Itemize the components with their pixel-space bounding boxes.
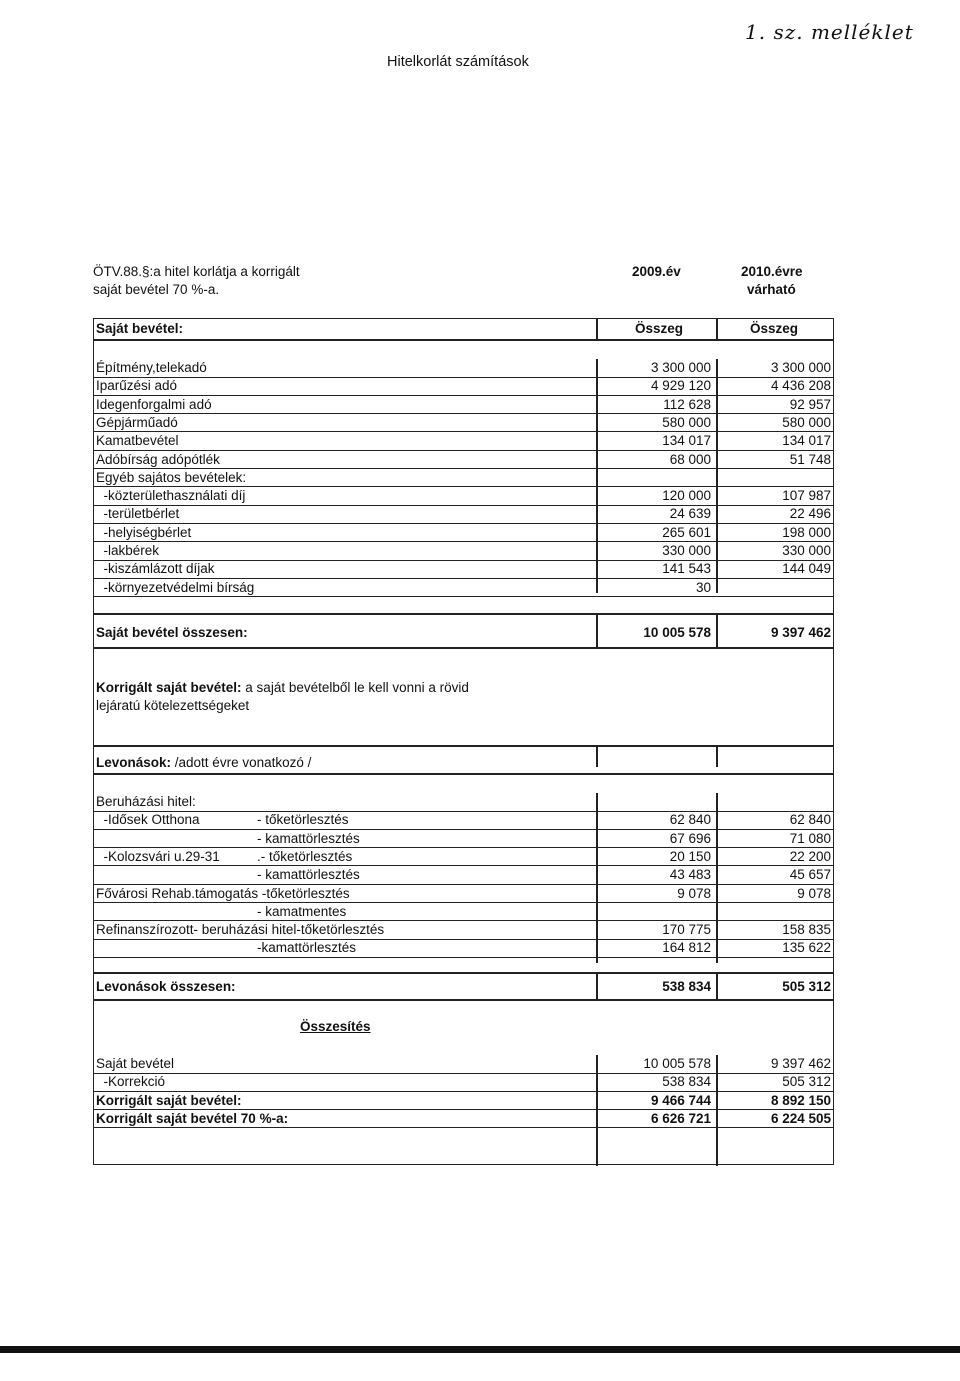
row-sublabel: - kamattörlesztés [257,830,360,846]
table-row [94,793,833,811]
table-row [94,359,833,377]
table-row [94,885,833,903]
table-row [94,1092,833,1110]
row-label: Fővárosi Rehab.támogatás -tőketörlesztés [96,885,350,901]
row-label: Egyéb sajátos bevételek: [96,469,247,485]
levonasok-title [96,755,311,770]
row-value-2010: 144 049 [782,561,831,577]
row-label: -Idősek Otthona [96,812,200,828]
levonasok-total-v1: 538 834 [662,979,711,994]
row-value-2009: 164 812 [662,940,711,956]
row-sublabel: - kamattörlesztés [257,867,360,883]
levonasok-total-label: Levonások összesen: [96,979,236,994]
row-value-2009: 20 150 [669,848,711,864]
levonasok-total-v2: 505 312 [782,979,831,994]
table-row [94,469,833,487]
row-value-2009: 43 483 [669,867,711,883]
table-row [94,432,833,450]
row-value-2010: 92 957 [789,396,831,412]
table-row [94,505,833,523]
korrigalt-note-line1 [96,680,469,695]
row-label: -Korrekció [96,1074,166,1090]
levonasok-title-rest: /adott évre vonatkozó / [171,755,312,770]
korrigalt-note-bold: Korrigált saját bevétel: [96,680,242,695]
row-label: Iparűzési adó [96,378,178,394]
row-value-2010: 51 748 [789,451,831,467]
row-divider [94,1127,833,1128]
row-value-2010: 3 300 000 [770,360,831,375]
col2-year: 2010.évre [741,264,803,279]
row-sublabel: -kamattörlesztés [257,940,357,956]
calculation-table [93,318,834,1165]
col2-sub: várható [747,282,796,297]
row-value-2010: 198 000 [782,524,831,540]
row-value-2009: 10 005 578 [643,1056,711,1071]
handwritten-annotation: 1. sz. melléklet [745,20,914,44]
korrigalt-note-rest: a saját bevételből le kell vonni a rövid [241,680,469,695]
row-value-2009: 112 628 [663,396,711,412]
page-title: Hitelkorlát számítások [387,54,529,70]
row-label: Kamatbevétel [96,433,179,449]
row-value-2010: 580 000 [782,414,831,430]
row-value-2009: 3 300 000 [650,360,711,375]
row-label: -területbérlet [96,506,180,522]
table-row [94,1110,833,1128]
row-value-2009: 9 466 744 [650,1092,711,1108]
row-value-2010: 8 892 150 [770,1092,831,1108]
row-value-2010: 6 224 505 [770,1110,831,1126]
table-row [94,396,833,414]
table-row [94,921,833,939]
table-row [94,579,833,597]
table-row [94,811,833,829]
row-label: -környezetvédelmi bírság [96,579,255,595]
intro-line-1: ÖTV.88.§:a hitel korlátja a korrigált [93,264,300,279]
row-value-2010: 62 840 [789,812,831,828]
row-value-2009: 265 601 [662,524,711,540]
row-value-2010: 4 436 208 [770,378,831,394]
row-value-2010: 22 200 [789,848,831,864]
section1-total-label: Saját bevétel összesen: [96,625,248,640]
intro-line-2: saját bevétel 70 %-a. [93,282,220,297]
row-value-2009: 9 078 [677,885,711,901]
row-value-2010: 107 987 [782,488,831,504]
table-row [94,866,833,884]
row-value-2009: 120 000 [662,488,711,504]
row-value-2010: 9 078 [797,885,831,901]
row-value-2009: 170 775 [662,922,711,938]
section1-col1-header: Összeg [635,321,684,336]
section1-total-v2: 9 397 462 [770,625,831,640]
row-value-2009: 30 [695,579,711,595]
table-row [94,524,833,542]
row-value-2010: 71 080 [789,830,831,846]
row-value-2009: 4 929 120 [650,378,711,394]
levonasok-title-bold: Levonások: [96,755,172,770]
row-label: Refinanszírozott- beruházási hitel-tőketörlesztés [96,922,385,938]
row-value-2009: 141 543 [662,561,711,577]
row-sublabel: .- tőketörlesztés [257,848,353,864]
section1-total-v1: 10 005 578 [643,625,711,640]
row-value-2009: 24 639 [669,506,711,522]
row-value-2010: 134 017 [782,433,831,449]
row-label: Idegenforgalmi adó [96,396,212,412]
row-label: -Kolozsvári u.29-31 [96,848,220,864]
table-row [94,542,833,560]
row-label: -lakbérek [96,543,160,558]
section1-col2-header: Összeg [750,321,799,336]
row-sublabel: - kamatmentes [257,903,347,919]
row-divider [94,596,833,597]
table-row [94,939,833,957]
row-label: Beruházási hitel: [96,794,196,809]
bottom-rule [0,1346,960,1353]
table-row [94,903,833,921]
row-value-2009: 330 000 [662,543,711,558]
table-row [94,1073,833,1091]
row-label: Korrigált saját bevétel 70 %-a: [96,1110,289,1126]
korrigalt-note-line2: lejáratú kötelezettségeket [96,698,250,713]
row-label: Korrigált saját bevétel: [96,1092,242,1108]
row-value-2009: 6 626 721 [650,1110,711,1126]
table-row [94,848,833,866]
row-label: Adóbírság adópótlék [96,451,220,467]
table-row [94,451,833,469]
table-row [94,414,833,432]
table-row [94,830,833,848]
table-row [94,487,833,505]
row-value-2010: 9 397 462 [770,1056,831,1071]
row-value-2010: 45 657 [789,867,831,883]
section1-title: Saját bevétel: [96,321,184,336]
row-divider [94,957,833,958]
row-label: -helyiségbérlet [96,524,192,540]
table-row [94,1055,833,1073]
row-label: Gépjárműadó [96,414,178,430]
row-label: Építmény,telekadó [96,360,207,375]
col1-year: 2009.év [632,264,681,279]
row-label: Saját bevétel [96,1056,175,1071]
row-value-2010: 505 312 [782,1074,831,1090]
row-sublabel: - tőketörlesztés [257,812,349,828]
row-label: -kiszámlázott díjak [96,561,215,577]
table-row [94,377,833,395]
row-value-2010: 22 496 [789,506,831,522]
table-row [94,560,833,578]
row-value-2009: 67 696 [669,830,711,846]
row-value-2009: 134 017 [662,433,711,449]
row-value-2009: 62 840 [669,812,711,828]
row-label: -közterülethasználati díj [96,488,246,504]
row-value-2010: 158 835 [782,922,831,938]
osszesites-title: Összesítés [300,1019,371,1034]
row-value-2009: 580 000 [662,414,711,430]
row-value-2009: 68 000 [669,451,711,467]
row-value-2010: 330 000 [782,543,831,558]
row-value-2010: 135 622 [782,940,831,956]
row-value-2009: 538 834 [662,1074,711,1090]
